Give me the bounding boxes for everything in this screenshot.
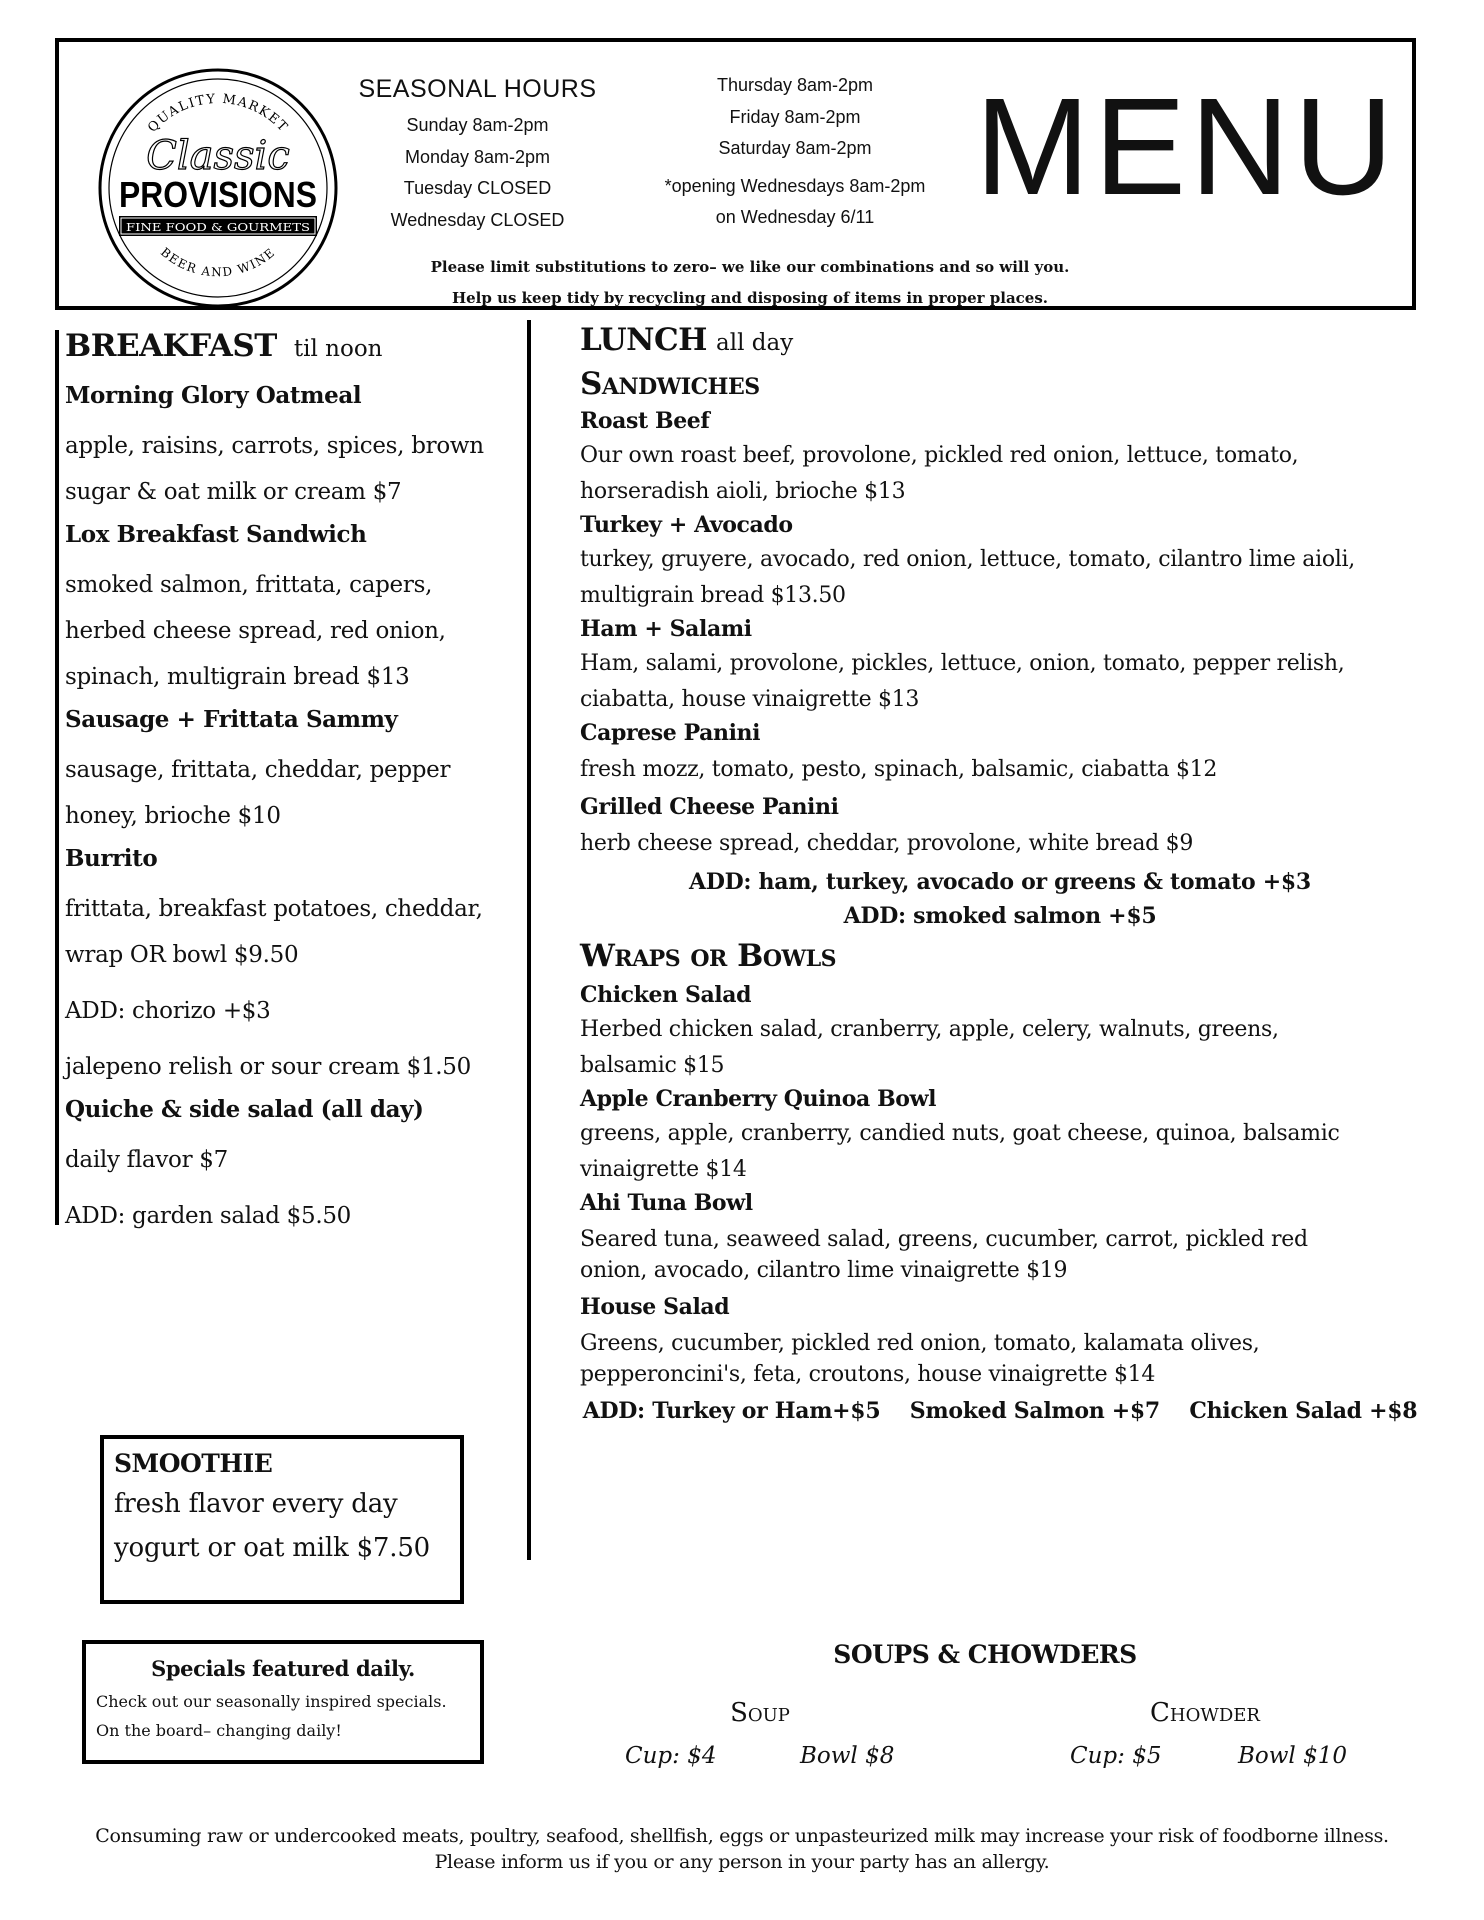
specials-title: Specials featured daily. <box>151 1656 415 1681</box>
soup-cup-price: Cup: $4 <box>625 1743 717 1769</box>
hours-line: Thursday 8am-2pm <box>716 75 874 95</box>
menu-item-desc: frittata, breakfast potatoes, cheddar, <box>65 896 483 922</box>
menu-item-name: Chicken Salad <box>580 982 752 1008</box>
menu-title: MENU <box>975 70 1398 224</box>
wraps-title: Wraps or Bowls <box>580 938 837 974</box>
menu-item-desc: sugar & oat milk or cream $7 <box>65 479 402 505</box>
breakfast-title: BREAKFAST <box>65 328 277 364</box>
hours-line: Sunday 8am-2pm <box>406 115 549 135</box>
hours-right <box>620 70 970 234</box>
lunch-subtitle: all day <box>716 330 794 356</box>
svg-text:FINE FOOD & GOURMETS: FINE FOOD & GOURMETS <box>126 220 311 234</box>
svg-text:Classic: Classic <box>146 133 290 179</box>
menu-item-desc: daily flavor $7 <box>65 1147 228 1173</box>
notice-line: Please limit substitutions to zero– we like our combinations and so will you. <box>430 258 1070 276</box>
menu-item-name: Roast Beef <box>580 408 710 434</box>
specials-box <box>82 1640 484 1764</box>
smoothie-line: yogurt or oat milk $7.50 <box>114 1533 431 1563</box>
breakfast-section <box>65 328 505 1239</box>
classic-provisions-logo <box>97 67 339 309</box>
menu-item-name: Sausage + Frittata Sammy <box>65 706 398 733</box>
notice <box>340 252 1160 314</box>
menu-item-desc: spinach, multigrain bread $13 <box>65 664 410 690</box>
seasonal-hours-title: SEASONAL HOURS <box>358 75 597 103</box>
sandwiches-title: Sandwiches <box>580 366 760 402</box>
menu-item-desc: greens, apple, cranberry, candied nuts, goat cheese, quinoa, balsamic <box>580 1121 1340 1146</box>
svg-text:BEER AND WINE: BEER AND WINE <box>157 244 279 280</box>
svg-text:QUALITY MARKET: QUALITY MARKET <box>145 91 291 136</box>
chowder-cup-price: Cup: $5 <box>1070 1743 1162 1769</box>
lunch-section <box>580 322 1420 1424</box>
chowder-label: Chowder <box>1150 1698 1260 1728</box>
menu-item-desc: Our own roast beef, provolone, pickled red onion, lettuce, tomato, <box>580 443 1299 468</box>
menu-item-desc: Ham, salami, provolone, pickles, lettuce, onion, tomato, pepper relish, <box>580 651 1345 676</box>
menu-item-desc: Herbed chicken salad, cranberry, apple, celery, walnuts, greens, <box>580 1017 1279 1042</box>
menu-item-desc: Greens, cucumber, pickled red onion, tomato, kalamata olives, <box>580 1331 1260 1356</box>
sandwich-addon: ADD: ham, turkey, avocado or greens & tomato +$3 <box>689 869 1311 895</box>
menu-item-addon: jalepeno relish or sour cream $1.50 <box>65 1054 471 1080</box>
menu-item-desc: ciabatta, house vinaigrette $13 <box>580 687 920 712</box>
hours-line: Friday 8am-2pm <box>729 106 861 127</box>
soups-title: SOUPS & CHOWDERS <box>833 1640 1137 1669</box>
menu-item-desc: balsamic $15 <box>580 1053 725 1078</box>
menu-item-desc: multigrain bread $13.50 <box>580 583 846 608</box>
menu-item-desc: herbed cheese spread, red onion, <box>65 618 446 644</box>
smoothie-line: fresh flavor every day <box>114 1489 398 1519</box>
menu-item-addon: ADD: garden salad $5.50 <box>65 1203 352 1229</box>
specials-line: Check out our seasonally inspired specials. <box>96 1692 447 1711</box>
allergy-disclaimer <box>0 1823 1484 1875</box>
hours-line: Saturday 8am-2pm <box>718 138 872 158</box>
menu-item-desc: apple, raisins, carrots, spices, brown <box>65 433 484 459</box>
menu-item-desc: sausage, frittata, cheddar, pepper <box>65 757 451 783</box>
specials-line: On the board– changing daily! <box>96 1721 342 1740</box>
notice-line: Help us keep tidy by recycling and disposing of items in proper places. <box>451 289 1049 307</box>
specials-text <box>96 1687 470 1745</box>
menu-item-desc: pepperoncini's, feta, croutons, house vinaigrette $14 <box>580 1362 1156 1387</box>
menu-item-desc: herb cheese spread, cheddar, provolone, white bread $9 <box>580 831 1194 856</box>
hours-line: Tuesday CLOSED <box>403 178 552 198</box>
menu-item-desc: wrap OR bowl $9.50 <box>65 942 299 968</box>
menu-item-desc: turkey, gruyere, avocado, red onion, lettuce, tomato, cilantro lime aioli, <box>580 547 1355 572</box>
hours-line: Monday 8am-2pm <box>404 146 551 167</box>
svg-text:PROVISIONS: PROVISIONS <box>119 174 317 215</box>
hours-left <box>345 72 610 236</box>
hours-line: on Wednesday 6/11 <box>715 207 875 227</box>
menu-item-name: House Salad <box>580 1294 730 1320</box>
menu-item-name: Apple Cranberry Quinoa Bowl <box>580 1086 937 1112</box>
breakfast-subtitle: til noon <box>293 336 383 362</box>
smoothie-title: SMOOTHIE <box>114 1449 273 1478</box>
menu-item-name: Grilled Cheese Panini <box>580 794 839 820</box>
menu-item-name: Ahi Tuna Bowl <box>580 1190 753 1216</box>
disclaimer-line: Consuming raw or undercooked meats, poultry, seafood, shellfish, eggs or unpasteurized milk may increase your risk of foodborne illness. <box>95 1825 1389 1847</box>
hours-line: *opening Wednesdays 8am-2pm <box>664 175 926 196</box>
menu-item-desc: smoked salmon, frittata, capers, <box>65 572 433 598</box>
menu-item-desc: Seared tuna, seaweed salad, greens, cucumber, carrot, pickled red <box>580 1227 1308 1252</box>
menu-item-name: Ham + Salami <box>580 616 752 642</box>
menu-item-name: Burrito <box>65 845 158 872</box>
menu-item-name: Caprese Panini <box>580 720 761 746</box>
menu-item-desc: fresh mozz, tomato, pesto, spinach, balsamic, ciabatta $12 <box>580 757 1218 782</box>
disclaimer-line: Please inform us if you or any person in your party has an allergy. <box>434 1851 1050 1873</box>
wraps-addon: ADD: Turkey or Ham+$5 Smoked Salmon +$7 Chicken Salad +$8 <box>582 1398 1418 1424</box>
menu-item-desc: onion, avocado, cilantro lime vinaigrette $19 <box>580 1258 1068 1283</box>
menu-item-desc: vinaigrette $14 <box>580 1157 747 1182</box>
menu-item-name: Morning Glory Oatmeal <box>65 382 362 409</box>
menu-item-name: Lox Breakfast Sandwich <box>65 521 367 548</box>
lunch-title: LUNCH <box>580 322 707 358</box>
chowder-bowl-price: Bowl $10 <box>1238 1743 1348 1769</box>
menu-item-name: Quiche & side salad (all day) <box>65 1096 424 1123</box>
smoothie-box <box>100 1435 464 1604</box>
soup-bowl-price: Bowl $8 <box>800 1743 895 1769</box>
sandwich-addon: ADD: smoked salmon +$5 <box>843 903 1157 929</box>
center-rule <box>527 320 531 1560</box>
menu-item-desc: horseradish aioli, brioche $13 <box>580 479 906 504</box>
menu-item-addon: ADD: chorizo +$3 <box>65 998 271 1024</box>
menu-item-desc: honey, brioche $10 <box>65 803 281 829</box>
menu-item-name: Turkey + Avocado <box>580 512 793 538</box>
soup-label: Soup <box>730 1698 790 1728</box>
hours-line: Wednesday CLOSED <box>390 209 565 230</box>
breakfast-rule <box>55 330 59 1225</box>
